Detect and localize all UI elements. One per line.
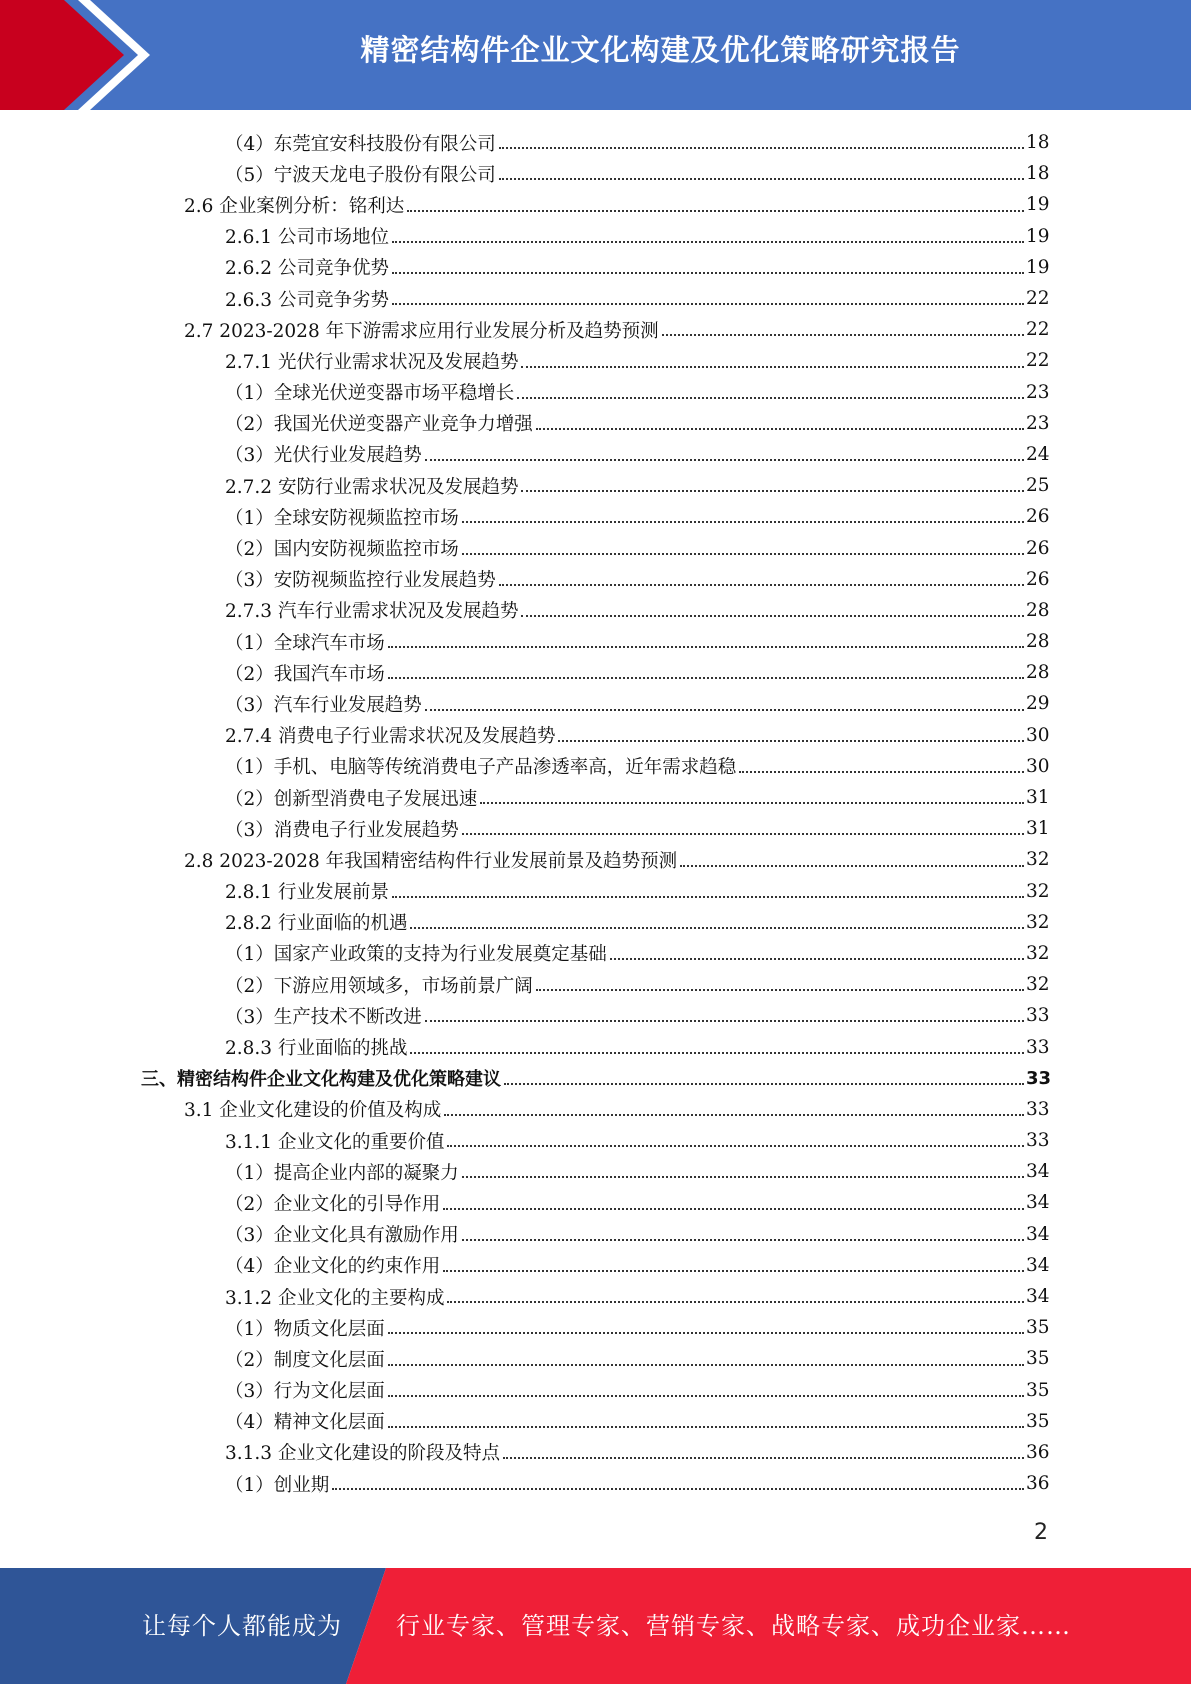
toc-entry-page: 19 xyxy=(1026,256,1050,278)
toc-entry-page: 32 xyxy=(1026,911,1050,933)
toc-dot-leader xyxy=(680,864,1024,867)
toc-entry-page: 34 xyxy=(1026,1286,1050,1308)
toc-entry-page: 30 xyxy=(1026,755,1050,777)
toc-entry-label: 3.1 企业文化建设的价值及构成 xyxy=(184,1100,442,1122)
toc-entry-page: 32 xyxy=(1026,880,1050,902)
toc-entry-page: 23 xyxy=(1026,381,1050,403)
toc-entry[interactable] xyxy=(0,595,1191,626)
toc-entry[interactable] xyxy=(0,1063,1191,1094)
toc-dot-leader xyxy=(462,552,1024,555)
toc-entry-label: （1）全球汽车市场 xyxy=(225,632,385,654)
toc-dot-leader xyxy=(388,1331,1024,1334)
toc-entry[interactable] xyxy=(0,876,1191,907)
toc-entry-label: 2.7.2 安防行业需求状况及发展趋势 xyxy=(225,476,519,498)
footer-slogan-left: 让每个人都能成为 xyxy=(142,1612,342,1640)
toc-dot-leader xyxy=(388,645,1024,648)
toc-entry-page: 28 xyxy=(1026,662,1050,684)
toc-dot-leader xyxy=(388,1363,1024,1366)
toc-entry-page: 28 xyxy=(1026,599,1050,621)
toc-entry-page: 22 xyxy=(1026,288,1050,310)
toc-entry[interactable] xyxy=(0,751,1191,782)
toc-dot-leader xyxy=(392,271,1024,274)
toc-dot-leader xyxy=(443,1207,1024,1210)
toc-dot-leader xyxy=(462,520,1024,523)
toc-entry-label: （3）汽车行业发展趋势 xyxy=(225,694,422,716)
toc-dot-leader xyxy=(407,209,1024,212)
page-number: 2 xyxy=(1034,1520,1048,1545)
toc-entry[interactable] xyxy=(0,1437,1191,1468)
toc-dot-leader xyxy=(504,1082,1024,1085)
header-banner xyxy=(0,0,1191,110)
toc-entry-label: （1）国家产业政策的支持为行业发展奠定基础 xyxy=(225,944,607,966)
toc-entry-label: 2.6.3 公司竞争劣势 xyxy=(225,289,389,311)
toc-entry[interactable] xyxy=(0,1000,1191,1031)
toc-entry-page: 23 xyxy=(1026,412,1050,434)
toc-entry-label: 3.1.2 企业文化的主要构成 xyxy=(225,1287,445,1309)
toc-entry-label: （1）物质文化层面 xyxy=(225,1318,385,1340)
toc-dot-leader xyxy=(388,676,1024,679)
toc-entry-page: 33 xyxy=(1026,1067,1052,1089)
toc-dot-leader xyxy=(462,832,1024,835)
toc-dot-leader xyxy=(739,770,1024,773)
toc-entry-label: 2.8.2 行业面临的机遇 xyxy=(225,913,408,935)
toc-dot-leader xyxy=(503,1456,1024,1459)
toc-entry-label: （3）企业文化具有激励作用 xyxy=(225,1225,459,1247)
toc-entry-page: 31 xyxy=(1026,818,1050,840)
toc-entry[interactable] xyxy=(0,314,1191,345)
toc-dot-leader xyxy=(332,1487,1024,1490)
toc-entry-label: （3）安防视频监控行业发展趋势 xyxy=(225,570,496,592)
toc-entry-page: 18 xyxy=(1026,163,1050,185)
table-of-contents xyxy=(0,127,1191,1499)
toc-entry-label: 2.7 2023-2028 年下游需求应用行业发展分析及趋势预测 xyxy=(184,320,659,342)
toc-entry[interactable] xyxy=(0,1125,1191,1156)
toc-entry[interactable] xyxy=(0,1468,1191,1499)
toc-entry[interactable] xyxy=(0,283,1191,314)
toc-entry-page: 33 xyxy=(1026,1036,1050,1058)
toc-entry[interactable] xyxy=(0,1219,1191,1250)
toc-entry-label: 2.8.3 行业面临的挑战 xyxy=(225,1038,408,1060)
toc-entry[interactable] xyxy=(0,377,1191,408)
toc-dot-leader xyxy=(499,583,1024,586)
toc-entry[interactable] xyxy=(0,907,1191,938)
toc-entry-label: 2.8 2023-2028 年我国精密结构件行业发展前景及趋势预测 xyxy=(184,850,678,872)
toc-entry-page: 35 xyxy=(1026,1317,1050,1339)
toc-entry-page: 36 xyxy=(1026,1441,1050,1463)
toc-entry-page: 19 xyxy=(1026,194,1050,216)
toc-entry-label: 2.7.4 消费电子行业需求状况及发展趋势 xyxy=(225,726,556,748)
toc-entry-label: （2）我国光伏逆变器产业竞争力增强 xyxy=(225,414,533,436)
toc-entry-page: 28 xyxy=(1026,631,1050,653)
toc-entry-page: 32 xyxy=(1026,942,1050,964)
toc-dot-leader xyxy=(521,365,1024,368)
toc-dot-leader xyxy=(425,708,1024,711)
toc-dot-leader xyxy=(462,1238,1024,1241)
toc-entry-page: 34 xyxy=(1026,1192,1050,1214)
toc-dot-leader xyxy=(662,333,1024,336)
toc-entry[interactable] xyxy=(0,1375,1191,1406)
toc-entry[interactable] xyxy=(0,189,1191,220)
toc-entry-label: （2）制度文化层面 xyxy=(225,1349,385,1371)
toc-entry-label: （2）下游应用领域多，市场前景广阔 xyxy=(225,975,533,997)
toc-entry-label: （2）企业文化的引导作用 xyxy=(225,1193,441,1215)
toc-entry-page: 25 xyxy=(1026,475,1050,497)
toc-entry-label: （5）宁波天龙电子股份有限公司 xyxy=(225,164,496,186)
toc-entry-page: 22 xyxy=(1026,319,1050,341)
toc-dot-leader xyxy=(480,801,1024,804)
document-title: 精密结构件企业文化构建及优化策略研究报告 xyxy=(360,33,961,67)
toc-entry[interactable] xyxy=(0,408,1191,439)
toc-entry-page: 35 xyxy=(1026,1348,1050,1370)
toc-entry[interactable] xyxy=(0,158,1191,189)
toc-entry[interactable] xyxy=(0,501,1191,532)
toc-dot-leader xyxy=(499,146,1024,149)
toc-entry-page: 26 xyxy=(1026,506,1050,528)
toc-dot-leader xyxy=(410,1051,1024,1054)
toc-dot-leader xyxy=(536,988,1024,991)
toc-dot-leader xyxy=(447,1144,1024,1147)
toc-entry-label: （3）生产技术不断改进 xyxy=(225,1006,422,1028)
toc-entry-page: 34 xyxy=(1026,1161,1050,1183)
toc-dot-leader xyxy=(392,302,1024,305)
toc-entry[interactable] xyxy=(0,1312,1191,1343)
toc-entry-label: （2）创新型消费电子发展迅速 xyxy=(225,788,478,810)
toc-dot-leader xyxy=(462,1175,1024,1178)
toc-entry-page: 29 xyxy=(1026,693,1050,715)
toc-entry-page: 35 xyxy=(1026,1410,1050,1432)
toc-entry-label: 三、精密结构件企业文化构建及优化策略建议 xyxy=(141,1069,501,1091)
toc-entry-page: 33 xyxy=(1026,1098,1050,1120)
toc-entry[interactable] xyxy=(0,657,1191,688)
toc-entry-page: 26 xyxy=(1026,537,1050,559)
footer-slogan-right: 行业专家、管理专家、营销专家、战略专家、成功企业家…… xyxy=(396,1612,1071,1640)
toc-entry-page: 19 xyxy=(1026,225,1050,247)
toc-entry[interactable] xyxy=(0,127,1191,158)
toc-entry-label: （2）国内安防视频监控市场 xyxy=(225,539,459,561)
toc-dot-leader xyxy=(444,1113,1024,1116)
toc-entry-label: 2.7.1 光伏行业需求状况及发展趋势 xyxy=(225,351,519,373)
toc-dot-leader xyxy=(610,957,1024,960)
toc-entry-label: （1）创业期 xyxy=(225,1474,330,1496)
toc-entry[interactable] xyxy=(0,969,1191,1000)
toc-entry-label: 2.8.1 行业发展前景 xyxy=(225,882,389,904)
toc-dot-leader xyxy=(410,926,1024,929)
toc-dot-leader xyxy=(499,177,1024,180)
toc-dot-leader xyxy=(447,1300,1024,1303)
toc-entry[interactable] xyxy=(0,1406,1191,1437)
toc-dot-leader xyxy=(558,739,1024,742)
toc-entry-page: 33 xyxy=(1026,1130,1050,1152)
toc-entry[interactable] xyxy=(0,626,1191,657)
toc-entry[interactable] xyxy=(0,470,1191,501)
toc-entry[interactable] xyxy=(0,1156,1191,1187)
toc-entry[interactable] xyxy=(0,844,1191,875)
toc-entry[interactable] xyxy=(0,439,1191,470)
toc-entry[interactable] xyxy=(0,688,1191,719)
toc-entry[interactable] xyxy=(0,252,1191,283)
toc-entry-page: 34 xyxy=(1026,1254,1050,1276)
toc-entry-label: 2.6.2 公司竞争优势 xyxy=(225,258,389,280)
toc-dot-leader xyxy=(388,1394,1024,1397)
toc-dot-leader xyxy=(425,458,1024,461)
toc-entry-page: 31 xyxy=(1026,787,1050,809)
toc-entry-label: （4）东莞宜安科技股份有限公司 xyxy=(225,133,496,155)
toc-entry[interactable] xyxy=(0,1281,1191,1312)
toc-dot-leader xyxy=(392,240,1024,243)
toc-entry-label: （1）全球安防视频监控市场 xyxy=(225,507,459,529)
toc-entry-label: （3）光伏行业发展趋势 xyxy=(225,445,422,467)
toc-dot-leader xyxy=(425,1019,1024,1022)
toc-entry-label: 2.7.3 汽车行业需求状况及发展趋势 xyxy=(225,601,519,623)
toc-entry-label: （2）我国汽车市场 xyxy=(225,663,385,685)
toc-entry-page: 33 xyxy=(1026,1005,1050,1027)
toc-dot-leader xyxy=(536,427,1024,430)
toc-entry-label: （3）行为文化层面 xyxy=(225,1381,385,1403)
toc-entry-label: （1）手机、电脑等传统消费电子产品渗透率高，近年需求趋稳 xyxy=(225,757,737,779)
toc-entry[interactable] xyxy=(0,938,1191,969)
toc-entry[interactable] xyxy=(0,1250,1191,1281)
toc-entry-page: 30 xyxy=(1026,724,1050,746)
toc-entry[interactable] xyxy=(0,813,1191,844)
toc-entry-label: （3）消费电子行业发展趋势 xyxy=(225,819,459,841)
toc-entry-page: 24 xyxy=(1026,443,1050,465)
toc-dot-leader xyxy=(521,489,1024,492)
toc-entry[interactable] xyxy=(0,720,1191,751)
toc-entry[interactable] xyxy=(0,1187,1191,1218)
toc-entry-label: （4）精神文化层面 xyxy=(225,1412,385,1434)
toc-entry[interactable] xyxy=(0,1343,1191,1374)
toc-entry-page: 22 xyxy=(1026,350,1050,372)
toc-entry-page: 18 xyxy=(1026,132,1050,154)
toc-entry-label: （1）提高企业内部的凝聚力 xyxy=(225,1162,459,1184)
toc-entry[interactable] xyxy=(0,1031,1191,1062)
footer-banner xyxy=(0,1568,1191,1684)
toc-entry-page: 35 xyxy=(1026,1379,1050,1401)
toc-dot-leader xyxy=(517,396,1024,399)
toc-entry[interactable] xyxy=(0,345,1191,376)
toc-entry-page: 34 xyxy=(1026,1223,1050,1245)
toc-entry-label: （4）企业文化的约束作用 xyxy=(225,1256,441,1278)
toc-dot-leader xyxy=(388,1425,1024,1428)
toc-entry-label: 3.1.3 企业文化建设的阶段及特点 xyxy=(225,1443,500,1465)
toc-dot-leader xyxy=(443,1269,1024,1272)
toc-entry-page: 32 xyxy=(1026,974,1050,996)
toc-dot-leader xyxy=(392,895,1024,898)
toc-entry[interactable] xyxy=(0,782,1191,813)
toc-entry[interactable] xyxy=(0,1094,1191,1125)
toc-entry[interactable] xyxy=(0,532,1191,563)
toc-entry[interactable] xyxy=(0,564,1191,595)
toc-dot-leader xyxy=(521,614,1024,617)
toc-entry[interactable] xyxy=(0,221,1191,252)
toc-entry-page: 26 xyxy=(1026,568,1050,590)
toc-entry-page: 36 xyxy=(1026,1473,1050,1495)
toc-entry-label: 2.6 企业案例分析：铭利达 xyxy=(184,195,405,217)
toc-entry-label: 3.1.1 企业文化的重要价值 xyxy=(225,1131,445,1153)
toc-entry-page: 32 xyxy=(1026,849,1050,871)
toc-entry-label: 2.6.1 公司市场地位 xyxy=(225,227,389,249)
toc-entry-label: （1）全球光伏逆变器市场平稳增长 xyxy=(225,383,515,405)
